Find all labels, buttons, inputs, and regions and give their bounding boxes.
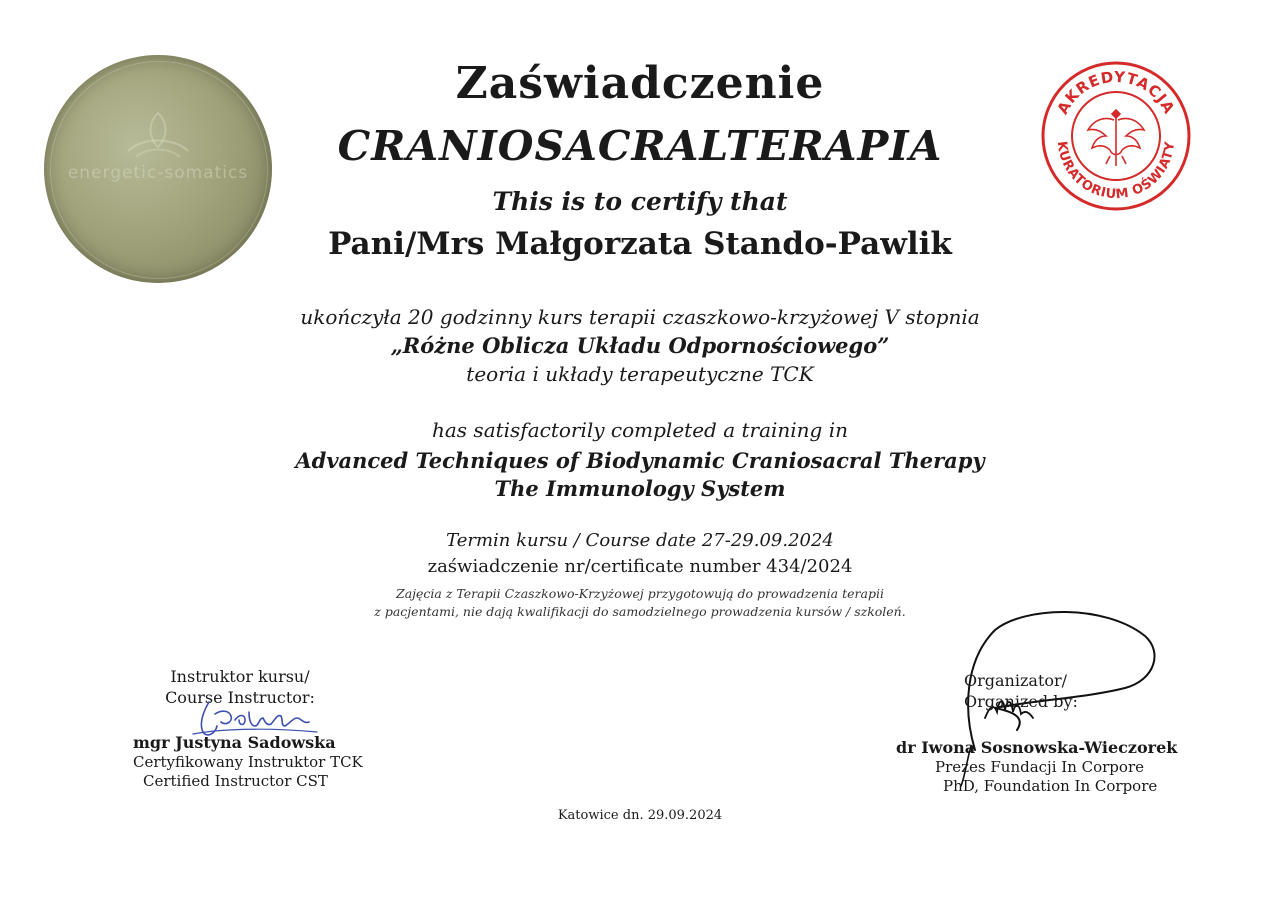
certify-line: This is to certify that xyxy=(492,187,788,216)
organizer-role-en: PhD, Foundation In Corpore xyxy=(943,777,1158,795)
course-date: Termin kursu / Course date 27-29.09.2024 xyxy=(446,530,834,551)
instructor-role-pl: Certyfikowany Instruktor TCK xyxy=(133,753,363,771)
organizer-label-pl: Organizator/ xyxy=(964,671,1068,690)
certificate-title: Zaświadczenie xyxy=(455,58,825,109)
recipient-name: Pani/Mrs Małgorzata Stando-Pawlik xyxy=(328,226,952,262)
instructor-role-en: Certified Instructor CST xyxy=(143,772,328,790)
organizer-label-en: Organized by: xyxy=(964,692,1078,711)
polish-description-line-3: teoria i układy terapeutyczne TCK xyxy=(466,362,814,386)
english-course-topic: The Immunology System xyxy=(494,476,786,501)
certificate-number: zaświadczenie nr/certificate number 434/2024 xyxy=(427,556,853,577)
instructor-name: mgr Justyna Sadowska xyxy=(133,733,336,752)
organizer-label xyxy=(964,670,1078,712)
stamp-top-text: AKREDYTACJA xyxy=(1053,67,1179,118)
instructor-label xyxy=(140,666,340,708)
english-course-name: Advanced Techniques of Biodynamic Craniosacral Therapy xyxy=(295,448,985,473)
polish-description-line-1: ukończyła 20 godzinny kurs terapii czaszkowo-krzyżowej V stopnia xyxy=(300,305,980,329)
instructor-label-pl: Instruktor kursu/ xyxy=(170,667,310,686)
instructor-label-en: Course Instructor: xyxy=(165,688,315,707)
certificate-subtitle: CRANIOSACRALTERAPIA xyxy=(337,122,943,170)
organizer-role-pl: Prezes Fundacji In Corpore xyxy=(935,758,1144,776)
polish-course-name: „Różne Oblicza Układu Odpornościowego” xyxy=(390,333,890,358)
english-description-line-1: has satisfactorily completed a training in xyxy=(432,418,848,442)
place-and-date: Katowice dn. 29.09.2024 xyxy=(557,808,723,823)
disclaimer-line-2: z pacjentami, nie dają kwalifikacji do samodzielnego prowadzenia kursów / szkoleń. xyxy=(374,604,906,619)
stamp-bottom-text: KURATORIUM OŚWIATY xyxy=(1053,140,1179,203)
disclaimer-line-1: Zajęcia z Terapii Czaszkowo-Krzyżowej przygotowują do prowadzenia terapii xyxy=(396,586,884,601)
seal-text: energetic-somatics xyxy=(67,163,249,183)
organizer-name: dr Iwona Sosnowska-Wieczorek xyxy=(896,738,1178,757)
